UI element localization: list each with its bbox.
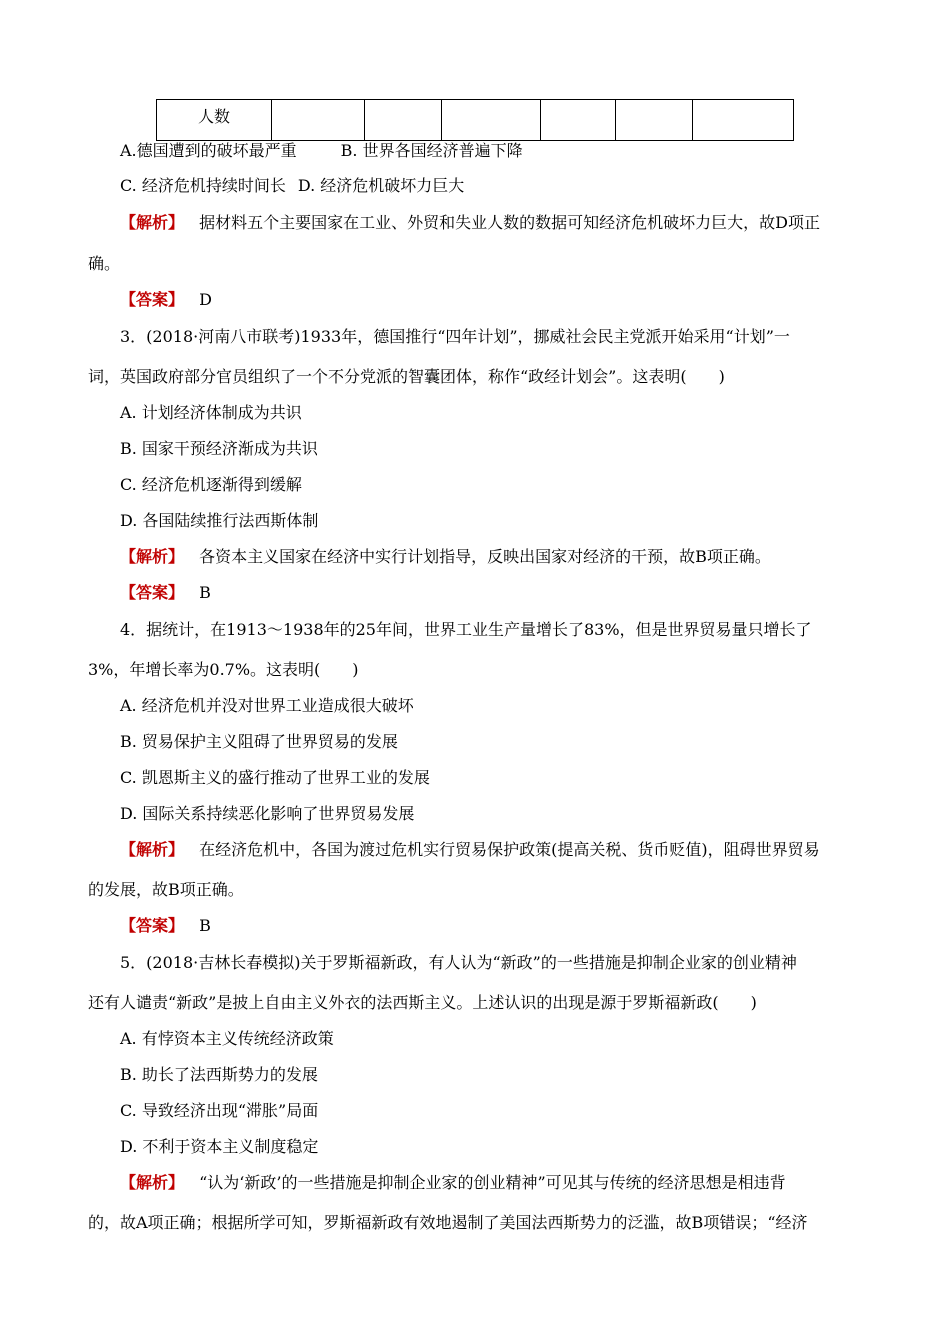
q2-option-row-cd <box>120 176 464 196</box>
analysis-tag: 【解析】 <box>120 213 185 232</box>
q5-option-a: A. 有悖资本主义传统经济政策 <box>120 1029 334 1048</box>
analysis-text: 据材料五个主要国家在工业、外贸和失业人数的数据可知经济危机破坏力巨大，故D项正 <box>199 213 820 232</box>
answer-value: B <box>199 916 211 935</box>
q2-analysis <box>120 213 820 233</box>
analysis-text: 在经济危机中，各国为渡过危机实行贸易保护政策(提高关税、货币贬值)，阻碍世界贸易 <box>199 840 820 859</box>
q4-stem-cont: 3%，年增长率为0.7%。这表明( ) <box>88 660 359 679</box>
q4-option-d: D. 国际关系持续恶化影响了世界贸易发展 <box>120 804 415 823</box>
q2-option-row-ab <box>120 141 523 161</box>
q5-stem-cont: 还有人谴责“新政”是披上自由主义外衣的法西斯主义。上述认识的出现是源于罗斯福新政( ) <box>88 993 757 1012</box>
analysis-tag: 【解析】 <box>120 1173 185 1192</box>
q5-option-c: C. 导致经济出现“滞胀”局面 <box>120 1101 319 1120</box>
q2-answer <box>120 290 212 310</box>
q2-option-d: D. 经济危机破坏力巨大 <box>297 176 465 195</box>
answer-tag: 【答案】 <box>120 583 185 602</box>
q4-option-a: A. 经济危机并没对世界工业造成很大破坏 <box>120 696 414 715</box>
q3-option-a: A. 计划经济体制成为共识 <box>120 403 302 422</box>
q5-option-b: B. 助长了法西斯势力的发展 <box>120 1065 318 1084</box>
analysis-tag: 【解析】 <box>120 840 185 859</box>
q3-option-b: B. 国家干预经济渐成为共识 <box>120 439 318 458</box>
analysis-text: 各资本主义国家在经济中实行计划指导，反映出国家对经济的干预，故B项正确。 <box>199 547 771 566</box>
answer-value: B <box>199 583 211 602</box>
table-cell <box>365 100 442 141</box>
q3-stem-cont: 词，英国政府部分官员组织了一个不分党派的智囊团体，称作“政经计划会”。这表明( ) <box>88 367 725 386</box>
answer-value: D <box>199 290 212 309</box>
table-cell <box>616 100 693 141</box>
q4-analysis <box>120 840 820 860</box>
q2-analysis-cont: 确。 <box>88 254 121 273</box>
q3-stem: 3．(2018·河南八市联考)1933年，德国推行“四年计划”，挪威社会民主党派开始采用“计划”一 <box>120 327 790 346</box>
q4-option-b: B. 贸易保护主义阻碍了世界贸易的发展 <box>120 732 398 751</box>
q5-analysis-cont: 的，故A项正确；根据所学可知，罗斯福新政有效地遏制了美国法西斯势力的泛滥，故B项错误；“经济 <box>88 1213 808 1232</box>
analysis-text: “认为‘新政’的一些措施是抑制企业家的创业精神”可见其与传统的经济思想是相违背 <box>199 1173 786 1192</box>
analysis-tag: 【解析】 <box>120 547 185 566</box>
q4-option-c: C. 凯恩斯主义的盛行推动了世界工业的发展 <box>120 768 430 787</box>
q5-analysis <box>120 1173 786 1193</box>
data-table <box>156 99 794 141</box>
q4-analysis-cont: 的发展，故B项正确。 <box>88 880 244 899</box>
q5-stem: 5．(2018·吉林长春模拟)关于罗斯福新政，有人认为“新政”的一些措施是抑制企业家的创业精神 <box>120 953 797 972</box>
table-cell <box>541 100 616 141</box>
q2-option-c: C. 经济危机持续时间长 <box>120 176 286 195</box>
q5-option-d: D. 不利于资本主义制度稳定 <box>120 1137 319 1156</box>
answer-tag: 【答案】 <box>120 290 185 309</box>
q3-analysis <box>120 547 771 567</box>
q2-option-b: B. 世界各国经济普遍下降 <box>340 141 523 160</box>
q3-option-c: C. 经济危机逐渐得到缓解 <box>120 475 302 494</box>
table-cell-label: 人数 <box>157 100 272 141</box>
answer-tag: 【答案】 <box>120 916 185 935</box>
q2-option-a: A.德国遭到的破坏最严重 <box>120 141 297 160</box>
table-cell <box>693 100 794 141</box>
q4-answer <box>120 916 211 936</box>
table-cell <box>272 100 365 141</box>
q3-answer <box>120 583 211 603</box>
q3-option-d: D. 各国陆续推行法西斯体制 <box>120 511 319 530</box>
q4-stem: 4．据统计，在1913～1938年的25年间，世界工业生产量增长了83%，但是世界贸易量只增长了 <box>120 620 812 639</box>
table-cell <box>442 100 541 141</box>
table-row <box>157 100 794 141</box>
